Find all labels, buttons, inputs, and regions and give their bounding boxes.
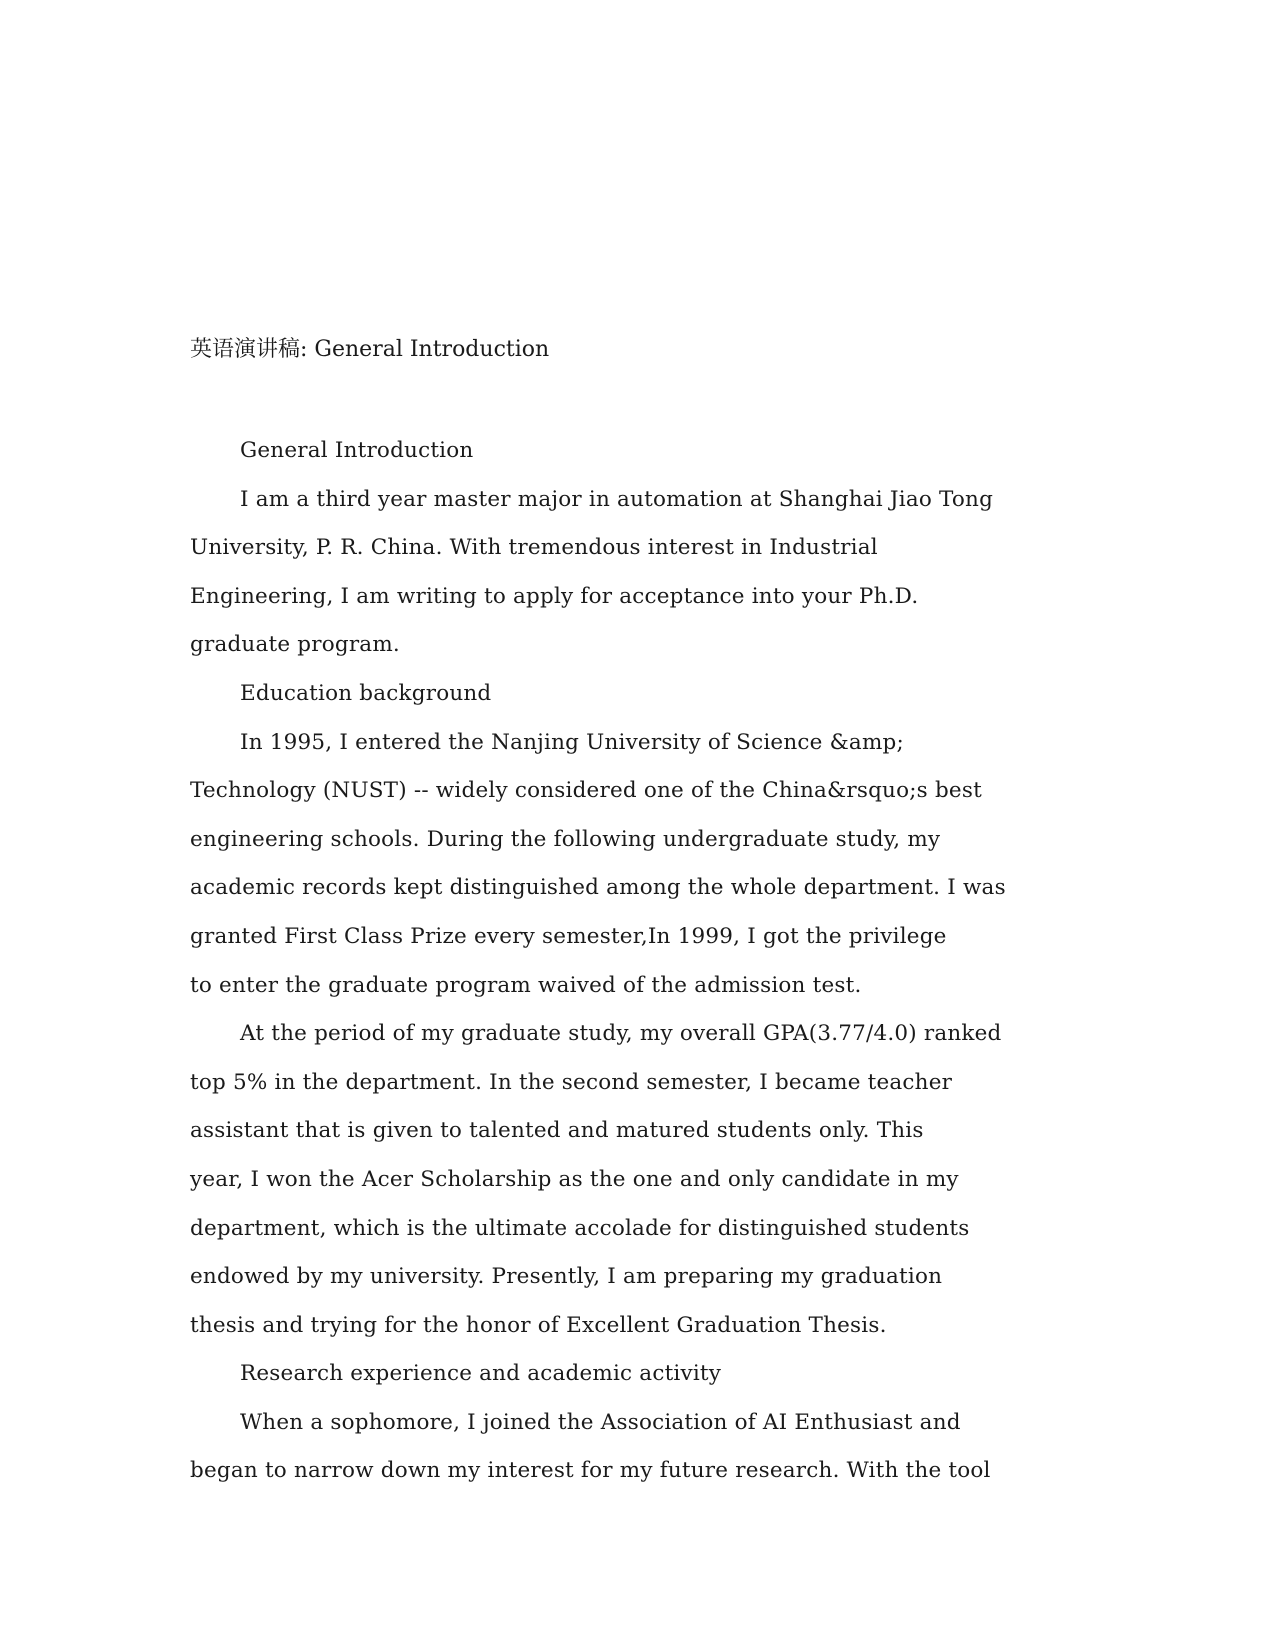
document-body (190, 427, 1090, 1496)
text-line: to enter the graduate program waived of the admission test. (190, 972, 862, 998)
text-line: engineering schools. During the following undergraduate study, my (190, 826, 941, 852)
text-line: I am a third year master major in automation at Shanghai Jiao Tong (240, 486, 994, 512)
document-title: 英语演讲稿: General Introduction (190, 337, 550, 362)
text-line: year, I won the Acer Scholarship as the one and only candidate in my (190, 1166, 959, 1192)
text-line: endowed by my university. Presently, I am preparing my graduation (190, 1264, 943, 1290)
text-line: assistant that is given to talented and matured students only. This (190, 1118, 924, 1144)
text-line: Engineering, I am writing to apply for acceptance into your Ph.D. (190, 583, 919, 609)
text-line: department, which is the ultimate accolade for distinguished students (190, 1215, 970, 1241)
text-line: began to narrow down my interest for my future research. With the tool (190, 1458, 991, 1484)
section-heading: General Introduction (240, 438, 474, 463)
text-line: Technology (NUST) -- widely considered one of the China&rsquo;s best (190, 778, 982, 804)
text-line: graduate program. (190, 632, 400, 658)
text-line: top 5% in the department. In the second semester, I became teacher (190, 1069, 953, 1095)
text-line: In 1995, I entered the Nanjing University of Science &amp; (240, 729, 904, 755)
text-line: thesis and trying for the honor of Excellent Graduation Thesis. (190, 1312, 887, 1338)
text-line: At the period of my graduate study, my overall GPA(3.77/4.0) ranked (240, 1021, 1002, 1047)
section-heading: Research experience and academic activity (240, 1361, 722, 1387)
section-heading: Education background (240, 680, 492, 706)
text-line: University, P. R. China. With tremendous interest in Industrial (190, 535, 878, 561)
text-line: granted First Class Prize every semester,In 1999, I got the privilege (190, 923, 947, 949)
text-line: When a sophomore, I joined the Association of AI Enthusiast and (240, 1409, 961, 1435)
text-line: academic records kept distinguished among the whole department. I was (190, 875, 1006, 901)
